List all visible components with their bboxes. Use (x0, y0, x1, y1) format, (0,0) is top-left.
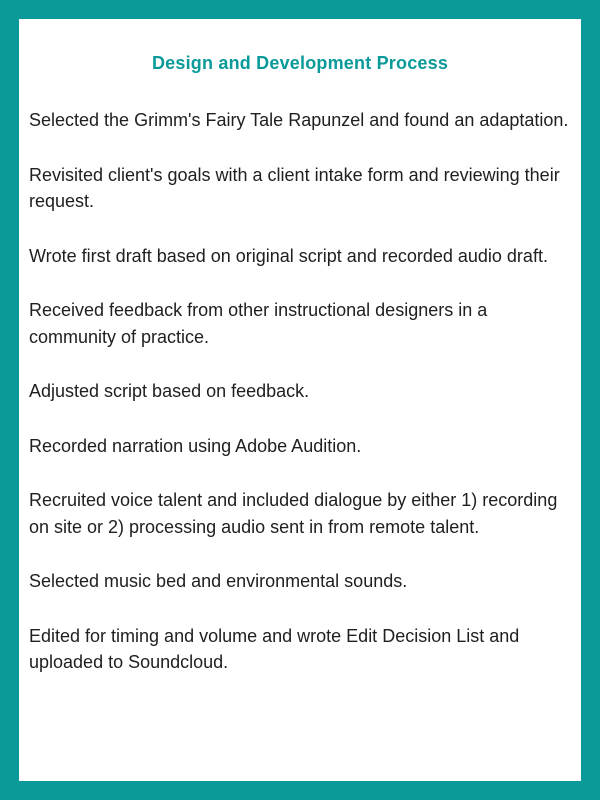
process-step: Wrote first draft based on original script and recorded audio draft. (29, 245, 548, 266)
process-step: Edited for timing and volume and wrote Edit Decision List and uploaded to Soundcloud. (29, 625, 520, 672)
process-step: Received feedback from other instructional designers in a community of practice. (29, 300, 488, 347)
document-title: Design and Development Process (151, 53, 449, 73)
process-step: Adjusted script based on feedback. (29, 381, 310, 401)
document-panel (19, 19, 581, 781)
process-step: Recruited voice talent and included dialogue by either 1) recording on site or 2) processing audio sent in from remote talent. (29, 490, 558, 537)
process-step: Revisited client's goals with a client intake form and reviewing their request. (29, 164, 560, 211)
process-steps-list (29, 107, 574, 676)
process-step: Selected music bed and environmental sounds. (29, 571, 408, 591)
process-step: Recorded narration using Adobe Audition. (29, 435, 362, 456)
process-step: Selected the Grimm's Fairy Tale Rapunzel and found an adaptation. (29, 110, 569, 130)
